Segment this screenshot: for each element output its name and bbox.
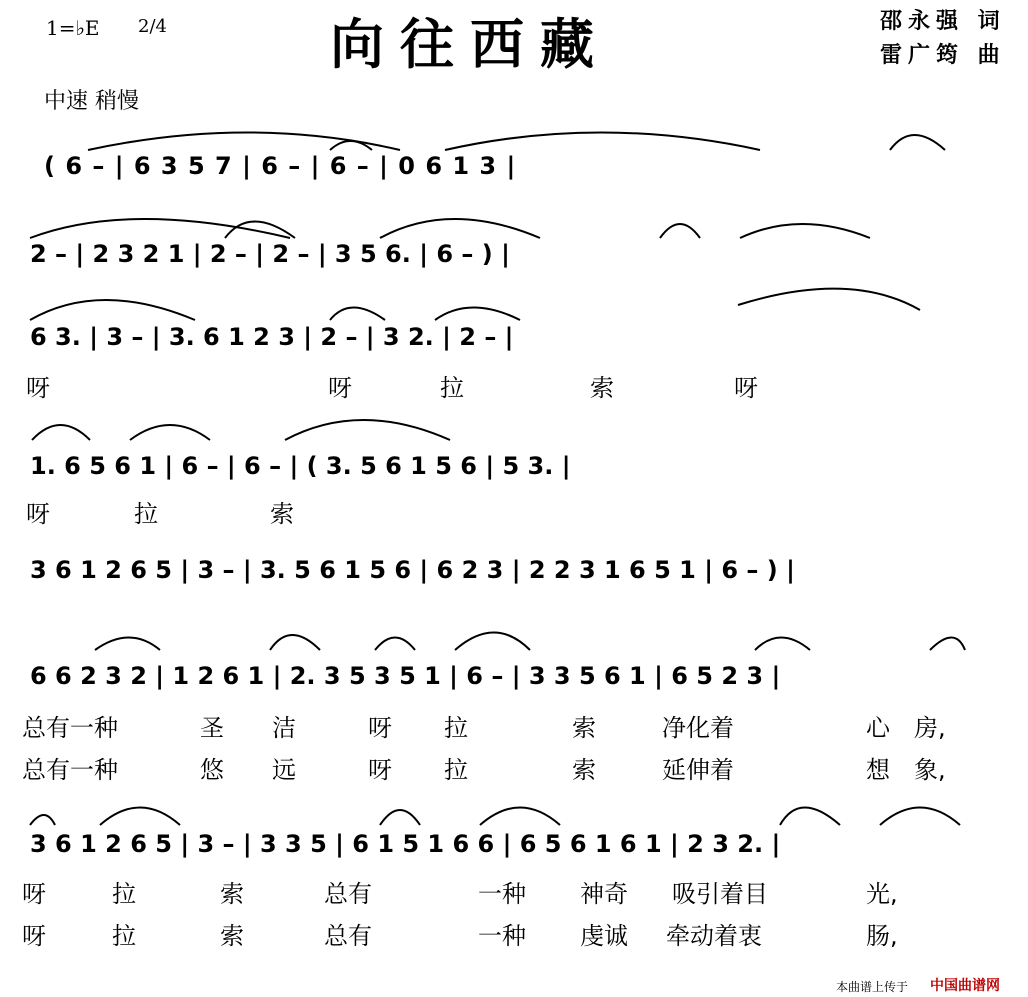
row7-lyrics1-3: 索 xyxy=(220,880,244,908)
row7-lyrics2-2: 拉 xyxy=(112,922,136,950)
row1-notes: ( 6 – | 6 3 5 7 | 6 – | 6 – | 0 6 1 3 | xyxy=(44,152,517,180)
row5-notes: 3 6 1 2 6 5 | 3 – | 3. 5 6 1 5 6 | 6 2 3 | 2 2 3 1 6 5 1 | 6 – ) | xyxy=(30,556,795,584)
slur-12 xyxy=(435,308,520,321)
slur-14 xyxy=(32,425,90,440)
row6-lyrics2-4: 呀 xyxy=(368,756,392,784)
row3-lyric-3: 拉 xyxy=(440,374,464,402)
row7-lyrics2-6: 虔诚 xyxy=(580,922,628,950)
row7-lyrics1-4: 总有 xyxy=(324,880,372,908)
row4-lyric-3: 索 xyxy=(270,500,294,528)
row6-lyrics2-5: 拉 xyxy=(444,756,468,784)
row6-lyrics1-4: 呀 xyxy=(368,714,392,742)
slur-19 xyxy=(375,638,415,651)
slur-11 xyxy=(330,308,385,321)
slur-9 xyxy=(740,224,870,238)
row6-lyrics2-2: 悠 xyxy=(200,756,224,784)
row7-lyrics1-5: 一种 xyxy=(478,880,526,908)
row7-lyrics1-6: 神奇 xyxy=(580,880,628,908)
slur-21 xyxy=(755,638,810,651)
slur-25 xyxy=(380,810,420,825)
slur-16 xyxy=(285,420,450,440)
key-signature: 1=♭E xyxy=(46,16,100,40)
row6-notes: 6 6 2 3 2 | 1 2 6 1 | 2. 3 5 3 5 1 | 6 – | 3 3 5 6 1 | 6 5 2 3 | xyxy=(30,662,781,690)
slur-22 xyxy=(930,638,965,651)
composer-credit: 雷广筠 曲 xyxy=(880,43,1006,68)
row6-lyrics1-3: 洁 xyxy=(272,714,296,742)
slur-24 xyxy=(100,808,180,826)
time-signature: 2/4 xyxy=(138,16,167,37)
row6-lyrics2-1: 总有一种 xyxy=(22,756,118,784)
row4-lyric-2: 拉 xyxy=(134,500,158,528)
row7-lyrics1-1: 呀 xyxy=(22,880,46,908)
row7-lyrics2-7: 牵动着衷 xyxy=(666,922,762,950)
row3-notes: 6 3. | 3 – | 3. 6 1 2 3 | 2 – | 3 2. | 2 – | xyxy=(30,323,514,351)
row3-lyric-2: 呀 xyxy=(328,374,352,402)
row3-lyric-4: 索 xyxy=(590,374,614,402)
row3-lyric-1: 呀 xyxy=(26,374,50,402)
slur-20 xyxy=(455,633,530,651)
page-title: 向往西藏 xyxy=(330,12,610,76)
row6-lyrics2-8: 想 xyxy=(866,756,890,784)
row6-lyrics1-6: 索 xyxy=(572,714,596,742)
row6-lyrics1-8: 心 xyxy=(866,714,890,742)
slur-18 xyxy=(270,635,320,650)
slur-15 xyxy=(130,425,210,440)
row6-lyrics1-2: 圣 xyxy=(200,714,224,742)
tempo-marking: 中速 稍慢 xyxy=(44,89,139,114)
row6-lyrics1-7: 净化着 xyxy=(662,714,734,742)
slur-13 xyxy=(738,289,920,310)
row7-lyrics2-3: 索 xyxy=(220,922,244,950)
slur-23 xyxy=(30,815,55,825)
slur-27 xyxy=(780,808,840,826)
row2-notes: 2 – | 2 3 2 1 | 2 – | 2 – | 3 5 6. | 6 – ) | xyxy=(30,240,510,268)
row6-lyrics2-9: 象, xyxy=(914,756,946,784)
row7-lyrics2-4: 总有 xyxy=(324,922,372,950)
row7-lyrics2-5: 一种 xyxy=(478,922,526,950)
slur-10 xyxy=(30,300,195,320)
lyricist-credit: 邵永强 词 xyxy=(880,9,1006,34)
slur-7 xyxy=(380,219,540,238)
row7-lyrics1-7: 吸引着目 xyxy=(672,880,768,908)
row7-lyrics1-2: 拉 xyxy=(112,880,136,908)
row7-notes: 3 6 1 2 6 5 | 3 – | 3 3 5 | 6 1 5 1 6 6 | 6 5 6 1 6 1 | 2 3 2. | xyxy=(30,830,781,858)
row7-lyrics2-8: 肠, xyxy=(866,922,898,950)
row4-notes: 1. 6 5 6 1 | 6 – | 6 – | ( 3. 5 6 1 5 6 | 5 3. | xyxy=(30,452,571,480)
slur-26 xyxy=(480,808,560,826)
row6-lyrics1-9: 房, xyxy=(914,714,946,742)
row4-lyric-1: 呀 xyxy=(26,500,50,528)
row6-lyrics2-3: 远 xyxy=(272,756,296,784)
row7-lyrics2-1: 呀 xyxy=(22,922,46,950)
row3-lyric-5: 呀 xyxy=(734,374,758,402)
row6-lyrics1-1: 总有一种 xyxy=(22,714,118,742)
site-name[interactable]: 中国曲谱网 xyxy=(930,978,1000,994)
row7-lyrics1-8: 光, xyxy=(866,880,898,908)
row6-lyrics2-6: 索 xyxy=(572,756,596,784)
row6-lyrics1-5: 拉 xyxy=(444,714,468,742)
slur-3 xyxy=(445,133,760,151)
slur-4 xyxy=(890,135,945,150)
slur-8 xyxy=(660,224,700,238)
slur-6 xyxy=(225,222,295,239)
upload-note: 本曲谱上传于 xyxy=(836,980,909,994)
slur-28 xyxy=(880,808,960,826)
row6-lyrics2-7: 延伸着 xyxy=(662,756,734,784)
slur-17 xyxy=(95,638,160,651)
